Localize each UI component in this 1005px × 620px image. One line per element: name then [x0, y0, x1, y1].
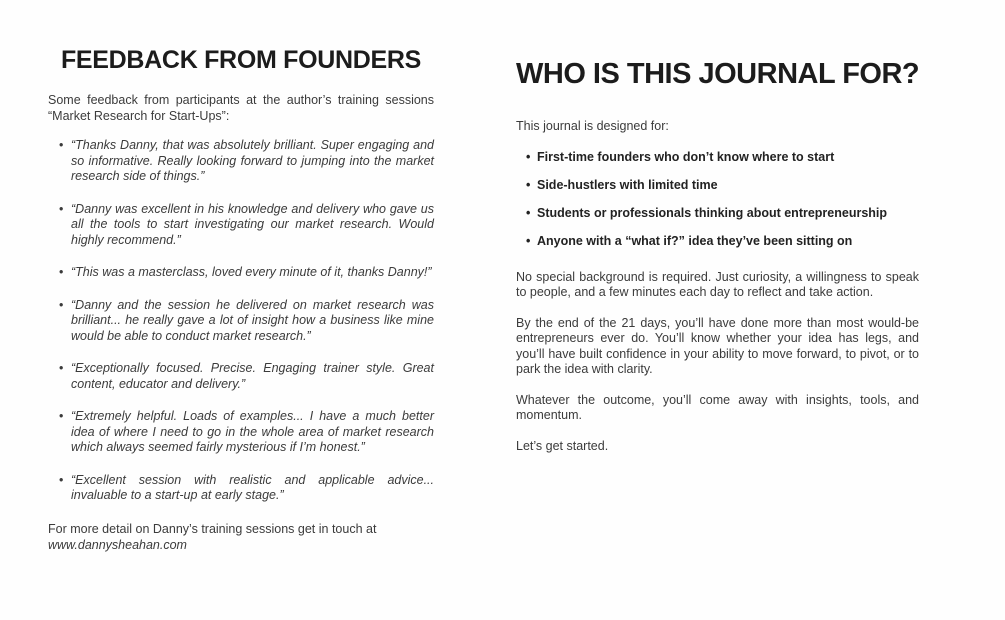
- left-page-footer: [48, 521, 434, 553]
- footer-contact-text: For more detail on Danny’s training sessions get in touch at: [48, 521, 377, 536]
- right-page-closing-line: Let’s get started.: [516, 438, 609, 453]
- right-page-audience: [516, 58, 919, 469]
- audience-item: • First-time founders who don’t know where to start: [516, 150, 919, 165]
- right-page-intro: This journal is designed for:: [516, 119, 669, 133]
- feedback-quote: • “Extremely helpful. Loads of examples... I have a much better idea of where I need to go in the whole area of market research which always seemed fairly mysterious if I’m honest.”: [48, 409, 434, 456]
- feedback-quote: • “This was a masterclass, loved every minute of it, thanks Danny!”: [48, 265, 434, 281]
- left-page-intro: Some feedback from participants at the author’s training sessions “Market Research for Start-Ups”:: [48, 93, 434, 123]
- feedback-quote: • “Danny was excellent in his knowledge and delivery who gave us all the tools to start investigating our market research. Would highly recommend.”: [48, 202, 434, 249]
- audience-item: • Side-hustlers with limited time: [516, 178, 919, 193]
- right-page-paragraph: By the end of the 21 days, you’ll have done more than most would-be entrepreneurs ever do. You’ll know whether your idea has legs, and you’ll have built confidence in your ability to move forward, to pivot, or to park the idea with clarity.: [516, 315, 919, 376]
- right-page-paragraph: Whatever the outcome, you’ll come away with insights, tools, and momentum.: [516, 392, 919, 422]
- feedback-quote: • “Thanks Danny, that was absolutely brilliant. Super engaging and so informative. Really looking forward to jumping into the market research side of things.”: [48, 138, 434, 185]
- audience-list: [516, 150, 919, 249]
- left-page-feedback: [48, 46, 434, 553]
- feedback-quote: • “Excellent session with realistic and applicable advice... invaluable to a start-up at early stage.”: [48, 473, 434, 504]
- feedback-quote: • “Exceptionally focused. Precise. Engaging trainer style. Great content, educator and delivery.”: [48, 361, 434, 392]
- audience-item: • Anyone with a “what if?” idea they’ve been sitting on: [516, 234, 919, 249]
- right-page-paragraph: No special background is required. Just curiosity, a willingness to speak to people, and a few minutes each day to reflect and take action.: [516, 269, 919, 299]
- audience-item: • Students or professionals thinking about entrepreneurship: [516, 206, 919, 221]
- right-page-title: WHO IS THIS JOURNAL FOR?: [516, 58, 920, 90]
- footer-website-url: www.dannysheahan.com: [48, 537, 187, 552]
- feedback-quote: • “Danny and the session he delivered on market research was brilliant... he really gave a lot of insight how a business like mine would be able to conduct market research.”: [48, 298, 434, 345]
- feedback-quote-list: [48, 138, 434, 504]
- left-page-title: FEEDBACK FROM FOUNDERS: [60, 46, 422, 74]
